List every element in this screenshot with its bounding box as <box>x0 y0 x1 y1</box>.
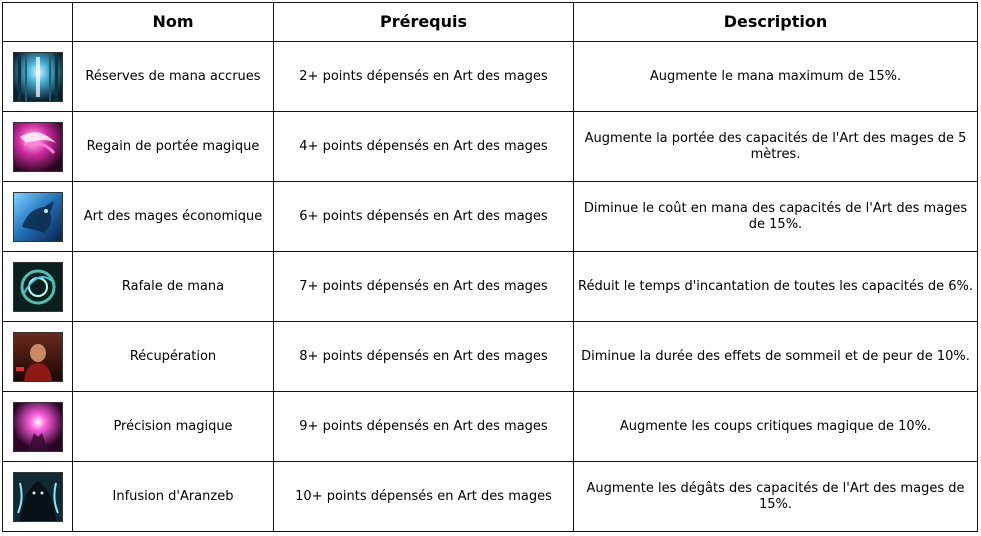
table-row <box>3 182 978 252</box>
icon-cell <box>3 252 73 322</box>
talents-table <box>2 2 978 532</box>
header-icon <box>3 3 73 42</box>
prerequis-cell: 4+ points dépensés en Art des mages <box>274 112 574 182</box>
header-row <box>3 3 978 42</box>
aranzeb-infusion-icon <box>13 472 63 522</box>
table-row <box>3 112 978 182</box>
table-row <box>3 42 978 112</box>
prerequis-cell: 7+ points dépensés en Art des mages <box>274 252 574 322</box>
header-description: Description <box>574 3 978 42</box>
mana-reserves-icon <box>13 52 63 102</box>
nom-cell: Récupération <box>73 322 274 392</box>
description-cell: Réduit le temps d'incantation de toutes les capacités de 6%. <box>574 252 978 322</box>
description-cell: Diminue la durée des effets de sommeil et de peur de 10%. <box>574 322 978 392</box>
magic-range-icon <box>13 122 63 172</box>
prerequis-cell: 6+ points dépensés en Art des mages <box>274 182 574 252</box>
icon-cell <box>3 392 73 462</box>
icon-cell <box>3 112 73 182</box>
economic-magic-icon <box>13 192 63 242</box>
prerequis-cell: 9+ points dépensés en Art des mages <box>274 392 574 462</box>
nom-cell: Regain de portée magique <box>73 112 274 182</box>
description-cell: Augmente la portée des capacités de l'Art des mages de 5 mètres. <box>574 112 978 182</box>
nom-cell: Réserves de mana accrues <box>73 42 274 112</box>
icon-cell <box>3 322 73 392</box>
icon-cell <box>3 462 73 532</box>
mana-burst-icon <box>13 262 63 312</box>
nom-cell: Art des mages économique <box>73 182 274 252</box>
icon-cell <box>3 42 73 112</box>
table-row <box>3 322 978 392</box>
description-cell: Augmente le mana maximum de 15%. <box>574 42 978 112</box>
header-prerequis: Prérequis <box>274 3 574 42</box>
description-cell: Augmente les coups critiques magique de 10%. <box>574 392 978 462</box>
table-row <box>3 392 978 462</box>
nom-cell: Rafale de mana <box>73 252 274 322</box>
description-cell: Diminue le coût en mana des capacités de l'Art des mages de 15%. <box>574 182 978 252</box>
prerequis-cell: 10+ points dépensés en Art des mages <box>274 462 574 532</box>
prerequis-cell: 8+ points dépensés en Art des mages <box>274 322 574 392</box>
icon-cell <box>3 182 73 252</box>
table-row <box>3 252 978 322</box>
nom-cell: Infusion d'Aranzeb <box>73 462 274 532</box>
description-cell: Augmente les dégâts des capacités de l'Art des mages de 15%. <box>574 462 978 532</box>
magic-precision-icon <box>13 402 63 452</box>
header-nom: Nom <box>73 3 274 42</box>
prerequis-cell: 2+ points dépensés en Art des mages <box>274 42 574 112</box>
table-row <box>3 462 978 532</box>
nom-cell: Précision magique <box>73 392 274 462</box>
recovery-icon <box>13 332 63 382</box>
